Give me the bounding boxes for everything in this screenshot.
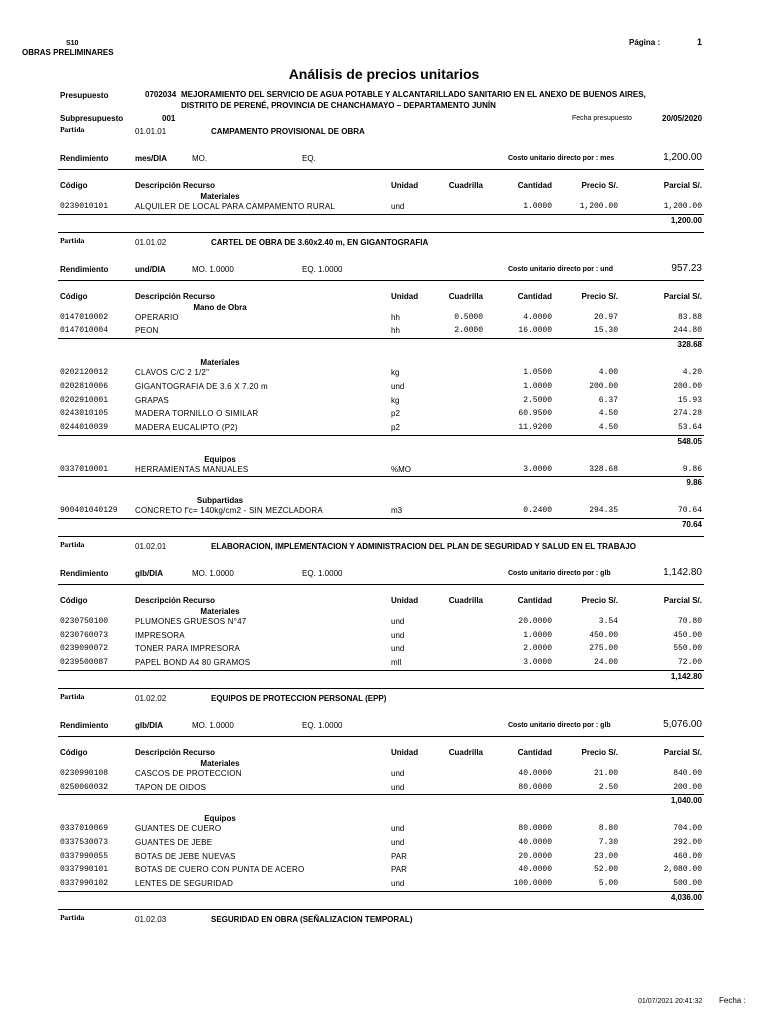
partida-name: CARTEL DE OBRA DE 3.60x2.40 m, EN GIGANTOGRAFIA bbox=[211, 237, 429, 247]
row-parcial: 9.86 bbox=[682, 464, 702, 474]
row-unit: und bbox=[391, 879, 405, 888]
col-precio: Precio S/. bbox=[581, 596, 618, 605]
group-subtotal: 1,142.80 bbox=[670, 671, 702, 681]
row-description: MADERA EUCALIPTO (P2) bbox=[135, 422, 238, 432]
partida-label: Partida bbox=[60, 914, 85, 922]
row-cantidad: 2.5000 bbox=[523, 395, 552, 405]
row-description: BOTAS DE CUERO CON PUNTA DE ACERO bbox=[135, 865, 305, 875]
row-precio: 21.00 bbox=[593, 768, 618, 778]
page-number: 1 bbox=[697, 37, 703, 47]
row-code: 0230760073 bbox=[60, 630, 109, 640]
divider bbox=[58, 670, 704, 671]
divider bbox=[58, 280, 704, 281]
row-unit: und bbox=[391, 782, 405, 792]
row-code: 0230990108 bbox=[60, 768, 109, 778]
col-cuadrilla: Cuadrilla bbox=[448, 747, 483, 757]
row-precio: 2.50 bbox=[598, 782, 618, 792]
row-cantidad: 1.0000 bbox=[523, 630, 552, 640]
row-precio: 3.54 bbox=[598, 617, 618, 626]
row-code: 0250060032 bbox=[60, 782, 109, 792]
presupuesto-line1: MEJORAMIENTO DEL SERVICIO DE AGUA POTABLE Y ALCANTARILLADO SANITARIO EN EL ANEXO DE BUENOS AIRES, bbox=[181, 90, 646, 99]
row-unit: mll bbox=[391, 658, 402, 668]
row-description: PLUMONES GRUESOS N°47 bbox=[135, 617, 247, 626]
rendimiento-label: Rendimiento bbox=[60, 569, 109, 578]
col-descripcion: Descripción Recurso bbox=[135, 181, 216, 190]
row-parcial: 4.20 bbox=[682, 368, 702, 378]
row-cantidad: 80.0000 bbox=[518, 824, 552, 834]
row-cantidad: 20.0000 bbox=[518, 617, 552, 626]
row-description: GUANTES DE JEBE bbox=[135, 837, 213, 847]
group-subtotal: 70.64 bbox=[681, 520, 702, 529]
divider bbox=[58, 891, 704, 892]
group-subtotal: 328.68 bbox=[677, 340, 702, 350]
row-parcial: 840.00 bbox=[673, 768, 702, 778]
row-precio: 275.00 bbox=[589, 644, 618, 654]
row-description: IMPRESORA bbox=[135, 630, 185, 640]
row-code: 0337990102 bbox=[60, 879, 109, 888]
row-cantidad: 100.0000 bbox=[513, 879, 552, 888]
col-cuadrilla: Cuadrilla bbox=[448, 291, 483, 301]
col-cuadrilla: Cuadrilla bbox=[448, 181, 483, 190]
costo-value: 5,076.00 bbox=[663, 718, 702, 730]
subpresupuesto-label: Subpresupuesto bbox=[60, 114, 124, 123]
s10-label: S10 bbox=[66, 40, 79, 47]
rendimiento-label: Rendimiento bbox=[60, 720, 109, 730]
col-cantidad: Cantidad bbox=[517, 747, 552, 757]
row-description: PEON bbox=[135, 326, 159, 336]
divider bbox=[58, 584, 704, 585]
col-descripcion: Descripción Recurso bbox=[135, 291, 216, 301]
rendimiento-label: Rendimiento bbox=[60, 264, 109, 274]
row-description: GUANTES DE CUERO bbox=[135, 824, 222, 834]
col-parcial: Parcial S/. bbox=[663, 291, 702, 301]
row-description: TAPON DE OIDOS bbox=[135, 782, 207, 792]
divider bbox=[58, 214, 704, 215]
row-parcial: 244.80 bbox=[673, 326, 702, 336]
footer-timestamp: 01/07/2021 20:41:32 bbox=[638, 998, 703, 1005]
eq-value: EQ. 1.0000 bbox=[302, 264, 343, 274]
row-description: CONCRETO f'c= 140kg/cm2 - SIN MEZCLADORA bbox=[135, 506, 323, 516]
row-precio: 328.68 bbox=[589, 464, 618, 474]
col-precio: Precio S/. bbox=[581, 181, 618, 190]
eq-value: EQ. 1.0000 bbox=[302, 720, 343, 730]
row-code: 0202120012 bbox=[60, 368, 109, 378]
row-cantidad: 11.9200 bbox=[518, 422, 552, 432]
row-parcial: 292.00 bbox=[673, 837, 702, 847]
divider bbox=[58, 232, 704, 233]
fecha-presupuesto-label: Fecha presupuesto bbox=[572, 115, 632, 122]
row-unit: und bbox=[391, 837, 405, 847]
group-title: Mano de Obra bbox=[193, 302, 247, 312]
divider bbox=[58, 476, 704, 477]
row-code: 0239090072 bbox=[60, 644, 109, 654]
row-precio: 200.00 bbox=[589, 381, 618, 391]
eq-value: EQ. bbox=[302, 154, 316, 163]
col-cantidad: Cantidad bbox=[517, 596, 552, 605]
group-title: Subpartidas bbox=[196, 496, 244, 506]
divider bbox=[58, 688, 704, 689]
rendimiento-unit: glb/DIA bbox=[135, 720, 163, 730]
row-code: 900401040129 bbox=[60, 506, 118, 516]
rendimiento-unit: mes/DIA bbox=[135, 154, 168, 163]
col-parcial: Parcial S/. bbox=[663, 596, 702, 605]
row-unit: p2 bbox=[391, 409, 400, 419]
mo-value: MO. 1.0000 bbox=[192, 569, 234, 578]
divider bbox=[58, 518, 704, 519]
group-subtotal: 4,036.00 bbox=[670, 892, 702, 902]
group-title: Materiales bbox=[200, 192, 240, 201]
partida-name: CAMPAMENTO PROVISIONAL DE OBRA bbox=[211, 127, 365, 136]
row-parcial: 72.00 bbox=[677, 658, 702, 668]
row-precio: 15.30 bbox=[593, 326, 618, 336]
row-code: 0337010001 bbox=[60, 464, 109, 474]
subpresupuesto-code: 001 bbox=[162, 114, 176, 123]
row-precio: 4.00 bbox=[598, 368, 618, 378]
row-cuadrilla: 0.5000 bbox=[454, 312, 483, 322]
row-description: BOTAS DE JEBE NUEVAS bbox=[135, 851, 236, 861]
row-parcial: 200.00 bbox=[673, 782, 702, 792]
row-parcial: 15.93 bbox=[677, 395, 702, 405]
row-parcial: 274.28 bbox=[673, 409, 702, 419]
divider bbox=[58, 909, 704, 910]
row-parcial: 83.88 bbox=[677, 312, 702, 322]
row-unit: kg bbox=[391, 368, 400, 378]
col-unidad: Unidad bbox=[391, 181, 419, 190]
col-cuadrilla: Cuadrilla bbox=[448, 596, 483, 605]
mo-value: MO. 1.0000 bbox=[192, 264, 234, 274]
row-cantidad: 0.2400 bbox=[523, 506, 552, 516]
row-precio: 20.97 bbox=[593, 312, 618, 322]
row-description: GIGANTOGRAFIA DE 3.6 X 7.20 m bbox=[135, 381, 268, 391]
col-cantidad: Cantidad bbox=[517, 291, 552, 301]
partida-code: 01.01.02 bbox=[135, 237, 167, 247]
row-parcial: 1,200.00 bbox=[663, 202, 702, 211]
row-unit: p2 bbox=[391, 422, 400, 432]
row-parcial: 200.00 bbox=[673, 381, 702, 391]
row-precio: 52.00 bbox=[593, 865, 618, 875]
group-title: Equipos bbox=[204, 454, 236, 464]
row-unit: PAR bbox=[391, 865, 407, 875]
row-unit: und bbox=[391, 824, 405, 834]
costo-value: 957.23 bbox=[671, 262, 702, 274]
section-title: OBRAS PRELIMINARES bbox=[22, 48, 114, 57]
row-code: 0202910001 bbox=[60, 395, 109, 405]
row-unit: hh bbox=[391, 326, 400, 336]
col-descripcion: Descripción Recurso bbox=[135, 596, 216, 605]
partida-code: 01.02.03 bbox=[135, 914, 167, 924]
row-cantidad: 1.0000 bbox=[523, 381, 552, 391]
row-precio: 5.00 bbox=[598, 879, 618, 888]
row-code: 0337530073 bbox=[60, 837, 109, 847]
row-parcial: 53.64 bbox=[677, 422, 702, 432]
row-parcial: 70.80 bbox=[677, 617, 702, 626]
row-cantidad: 16.0000 bbox=[518, 326, 552, 336]
row-cantidad: 40.0000 bbox=[518, 768, 552, 778]
row-code: 0230750100 bbox=[60, 617, 109, 626]
divider bbox=[58, 536, 704, 537]
group-subtotal: 548.05 bbox=[677, 436, 702, 446]
presupuesto-line2: DISTRITO DE PERENÉ, PROVINCIA DE CHANCHAMAYO – DEPARTAMENTO JUNÍN bbox=[181, 101, 496, 110]
footer-fecha-label: Fecha : bbox=[719, 996, 746, 1005]
row-description: TONER PARA IMPRESORA bbox=[135, 644, 241, 654]
row-description: ALQUILER DE LOCAL PARA CAMPAMENTO RURAL bbox=[135, 202, 335, 211]
col-codigo: Código bbox=[60, 747, 88, 757]
row-cantidad: 40.0000 bbox=[518, 865, 552, 875]
divider bbox=[58, 794, 704, 795]
group-subtotal: 9.86 bbox=[686, 478, 702, 488]
row-parcial: 450.00 bbox=[673, 630, 702, 640]
fecha-presupuesto-value: 20/05/2020 bbox=[662, 114, 703, 123]
mo-value: MO. 1.0000 bbox=[192, 720, 234, 730]
row-precio: 24.00 bbox=[593, 658, 618, 668]
mo-value: MO. bbox=[192, 154, 208, 163]
costo-label: Costo unitario directo por : mes bbox=[508, 155, 615, 162]
col-parcial: Parcial S/. bbox=[663, 181, 702, 190]
row-code: 0337990055 bbox=[60, 851, 109, 861]
eq-value: EQ. 1.0000 bbox=[302, 569, 343, 578]
partida-label: Partida bbox=[60, 237, 85, 245]
divider bbox=[58, 338, 704, 339]
row-code: 0337990101 bbox=[60, 865, 109, 875]
row-precio: 1,200.00 bbox=[579, 202, 618, 211]
costo-label: Costo unitario directo por : und bbox=[508, 265, 613, 273]
group-subtotal: 1,040.00 bbox=[670, 796, 702, 806]
partida-code: 01.01.01 bbox=[135, 127, 167, 136]
row-precio: 8.80 bbox=[598, 824, 618, 834]
row-code: 0239500087 bbox=[60, 658, 109, 668]
group-title: Materiales bbox=[200, 607, 240, 616]
costo-value: 1,200.00 bbox=[663, 152, 702, 163]
presupuesto-label: Presupuesto bbox=[60, 91, 109, 100]
row-cantidad: 2.0000 bbox=[523, 644, 552, 654]
row-code: 0202810006 bbox=[60, 381, 109, 391]
group-title: Materiales bbox=[200, 758, 240, 768]
row-description: LENTES DE SEGURIDAD bbox=[135, 879, 234, 888]
costo-label: Costo unitario directo por : glb bbox=[508, 721, 611, 729]
row-cantidad: 1.0500 bbox=[523, 368, 552, 378]
row-code: 0147010004 bbox=[60, 326, 109, 336]
row-unit: kg bbox=[391, 395, 400, 405]
row-unit: und bbox=[391, 768, 405, 778]
row-parcial: 550.00 bbox=[673, 644, 702, 654]
divider bbox=[58, 736, 704, 737]
row-cantidad: 40.0000 bbox=[518, 837, 552, 847]
row-unit: und bbox=[391, 202, 405, 211]
costo-label: Costo unitario directo por : glb bbox=[508, 570, 611, 577]
row-cantidad: 3.0000 bbox=[523, 464, 552, 474]
col-parcial: Parcial S/. bbox=[663, 747, 702, 757]
row-parcial: 2,080.00 bbox=[663, 865, 702, 875]
presupuesto-code: 0702034 bbox=[145, 90, 177, 99]
col-codigo: Código bbox=[60, 181, 88, 190]
partida-label: Partida bbox=[60, 542, 85, 549]
row-description: GRAPAS bbox=[135, 395, 169, 405]
row-cantidad: 1.0000 bbox=[523, 202, 552, 211]
row-precio: 4.50 bbox=[598, 422, 618, 432]
col-precio: Precio S/. bbox=[581, 291, 618, 301]
row-description: OPERARIO bbox=[135, 312, 179, 322]
col-precio: Precio S/. bbox=[581, 747, 618, 757]
row-code: 0244010039 bbox=[60, 422, 109, 432]
row-cantidad: 20.0000 bbox=[518, 851, 552, 861]
col-codigo: Código bbox=[60, 596, 88, 605]
row-unit: und bbox=[391, 630, 405, 640]
row-unit: %MO bbox=[391, 464, 411, 474]
group-title: Equipos bbox=[204, 814, 236, 824]
partida-code: 01.02.02 bbox=[135, 693, 167, 703]
row-cuadrilla: 2.0000 bbox=[454, 326, 483, 336]
partida-label: Partida bbox=[60, 693, 85, 701]
row-precio: 23.00 bbox=[593, 851, 618, 861]
partida-name: SEGURIDAD EN OBRA (SEÑALIZACION TEMPORAL) bbox=[211, 914, 413, 924]
row-parcial: 500.00 bbox=[673, 879, 702, 888]
row-parcial: 70.64 bbox=[677, 506, 702, 516]
row-precio: 7.30 bbox=[598, 837, 618, 847]
partida-name: EQUIPOS DE PROTECCION PERSONAL (EPP) bbox=[211, 693, 387, 703]
col-unidad: Unidad bbox=[391, 291, 419, 301]
row-description: CLAVOS C/C 2 1/2" bbox=[135, 368, 210, 378]
page-title: Análisis de precios unitarios bbox=[288, 66, 480, 82]
rendimiento-unit: und/DIA bbox=[135, 264, 166, 274]
col-codigo: Código bbox=[60, 291, 88, 301]
row-unit: m3 bbox=[391, 506, 403, 516]
row-precio: 294.35 bbox=[589, 506, 618, 516]
row-description: PAPEL BOND A4 80 GRAMOS bbox=[135, 658, 251, 668]
rendimiento-label: Rendimiento bbox=[60, 154, 109, 163]
row-description: HERRAMIENTAS MANUALES bbox=[135, 464, 249, 474]
row-code: 0243010105 bbox=[60, 409, 109, 419]
row-unit: und bbox=[391, 381, 405, 391]
col-unidad: Unidad bbox=[391, 596, 419, 605]
rendimiento-unit: glb/DIA bbox=[135, 569, 163, 578]
row-unit: und bbox=[391, 617, 405, 626]
row-cantidad: 60.9500 bbox=[518, 409, 552, 419]
col-cantidad: Cantidad bbox=[517, 181, 552, 190]
row-unit: und bbox=[391, 644, 405, 654]
row-precio: 4.50 bbox=[598, 409, 618, 419]
row-unit: hh bbox=[391, 312, 400, 322]
group-subtotal: 1,200.00 bbox=[670, 215, 702, 225]
row-cantidad: 3.0000 bbox=[523, 658, 552, 668]
group-title: Materiales bbox=[200, 358, 240, 368]
row-precio: 450.00 bbox=[589, 630, 618, 640]
page-label: Página : bbox=[629, 38, 661, 47]
row-parcial: 460.00 bbox=[673, 851, 702, 861]
divider bbox=[58, 435, 704, 436]
row-precio: 6.37 bbox=[598, 395, 618, 405]
divider bbox=[58, 169, 704, 170]
row-parcial: 704.00 bbox=[673, 824, 702, 834]
partida-label: Partida bbox=[60, 127, 85, 134]
row-code: 0337010069 bbox=[60, 824, 109, 834]
row-code: 0239010101 bbox=[60, 202, 109, 211]
row-description: MADERA TORNILLO O SIMILAR bbox=[135, 409, 259, 419]
row-cantidad: 80.0000 bbox=[518, 782, 552, 792]
col-unidad: Unidad bbox=[391, 747, 419, 757]
partida-code: 01.02.01 bbox=[135, 542, 167, 551]
col-descripcion: Descripción Recurso bbox=[135, 747, 216, 757]
row-unit: PAR bbox=[391, 851, 407, 861]
row-code: 0147010002 bbox=[60, 312, 109, 322]
row-description: CASCOS DE PROTECCION bbox=[135, 768, 242, 778]
partida-name: ELABORACION, IMPLEMENTACION Y ADMINISTRACION DEL PLAN DE SEGURIDAD Y SALUD EN EL TRABAJO bbox=[211, 542, 636, 551]
row-cantidad: 4.0000 bbox=[523, 312, 552, 322]
costo-value: 1,142.80 bbox=[663, 567, 702, 578]
